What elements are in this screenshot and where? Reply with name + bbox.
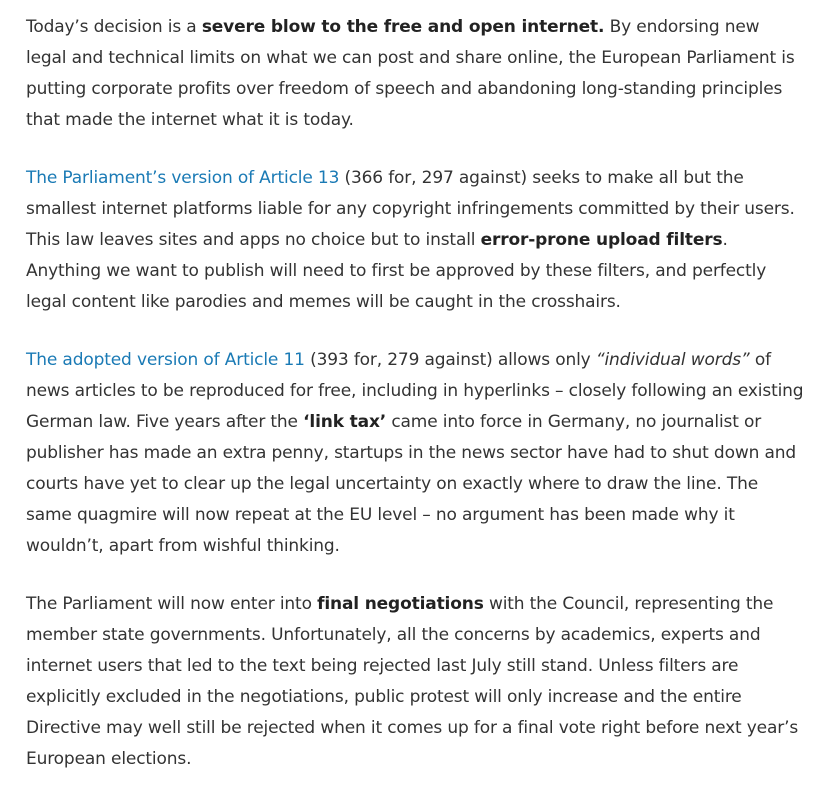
article-13-link[interactable]: The Parliament’s version of Article 13 bbox=[26, 168, 340, 188]
paragraph-decision bbox=[26, 12, 805, 136]
emphasis-link-tax: ‘link tax’ bbox=[303, 412, 387, 432]
paragraph-text: with the Council, representing the member state governments. Unfortunately, all the concerns by academics, experts and internet users that led to the text being rejected last July still stand. Unless filters are explicitly excluded in the negotiations, public protest will only increase and the entire Directive may well still be rejected when it comes up for a final vote right before next year’s European elections. bbox=[26, 594, 799, 769]
paragraph-text: came into force in Germany, no journalist or publisher has made an extra penny, startups in the news sector have had to shut down and courts have yet to clear up the legal uncertainty on exactly where to draw the line. The same quagmire will now repeat at the EU level – no argument has been made why it wouldn’t, apart from wishful thinking. bbox=[26, 412, 796, 556]
paragraph-text: of news articles to be reproduced for free, including in hyperlinks – closely following an existing German law. Five years after the bbox=[26, 350, 804, 432]
emphasis-individual-words: “individual words” bbox=[595, 350, 750, 370]
article-11-link[interactable]: The adopted version of Article 11 bbox=[26, 350, 305, 370]
emphasis-final-negotiations: final negotiations bbox=[317, 594, 484, 614]
paragraph-text: The Parliament will now enter into bbox=[26, 594, 318, 614]
paragraph-text: (393 for, 279 against) allows only bbox=[304, 350, 596, 370]
paragraph-article-13 bbox=[26, 163, 805, 318]
paragraph-text: . Anything we want to publish will need to first be approved by these filters, and perfectly legal content like parodies and memes will be caught in the crosshairs. bbox=[26, 230, 767, 312]
paragraph-text: (366 for, 297 against) seeks to make all but the smallest internet platforms liable for any copyright infringements committed by their users. This law leaves sites and apps no choice but to install bbox=[26, 168, 795, 250]
paragraph-negotiations bbox=[26, 589, 805, 775]
paragraph-text: Today’s decision is a bbox=[26, 17, 202, 37]
emphasis-upload-filters: error-prone upload filters bbox=[480, 230, 723, 250]
emphasis-severe-blow: severe blow to the free and open internet. bbox=[201, 17, 605, 37]
paragraph-text: By endorsing new legal and technical limits on what we can post and share online, the European Parliament is putting corporate profits over freedom of speech and abandoning long-standing principles that made the internet what it is today. bbox=[26, 17, 795, 130]
paragraph-article-11 bbox=[26, 345, 805, 562]
